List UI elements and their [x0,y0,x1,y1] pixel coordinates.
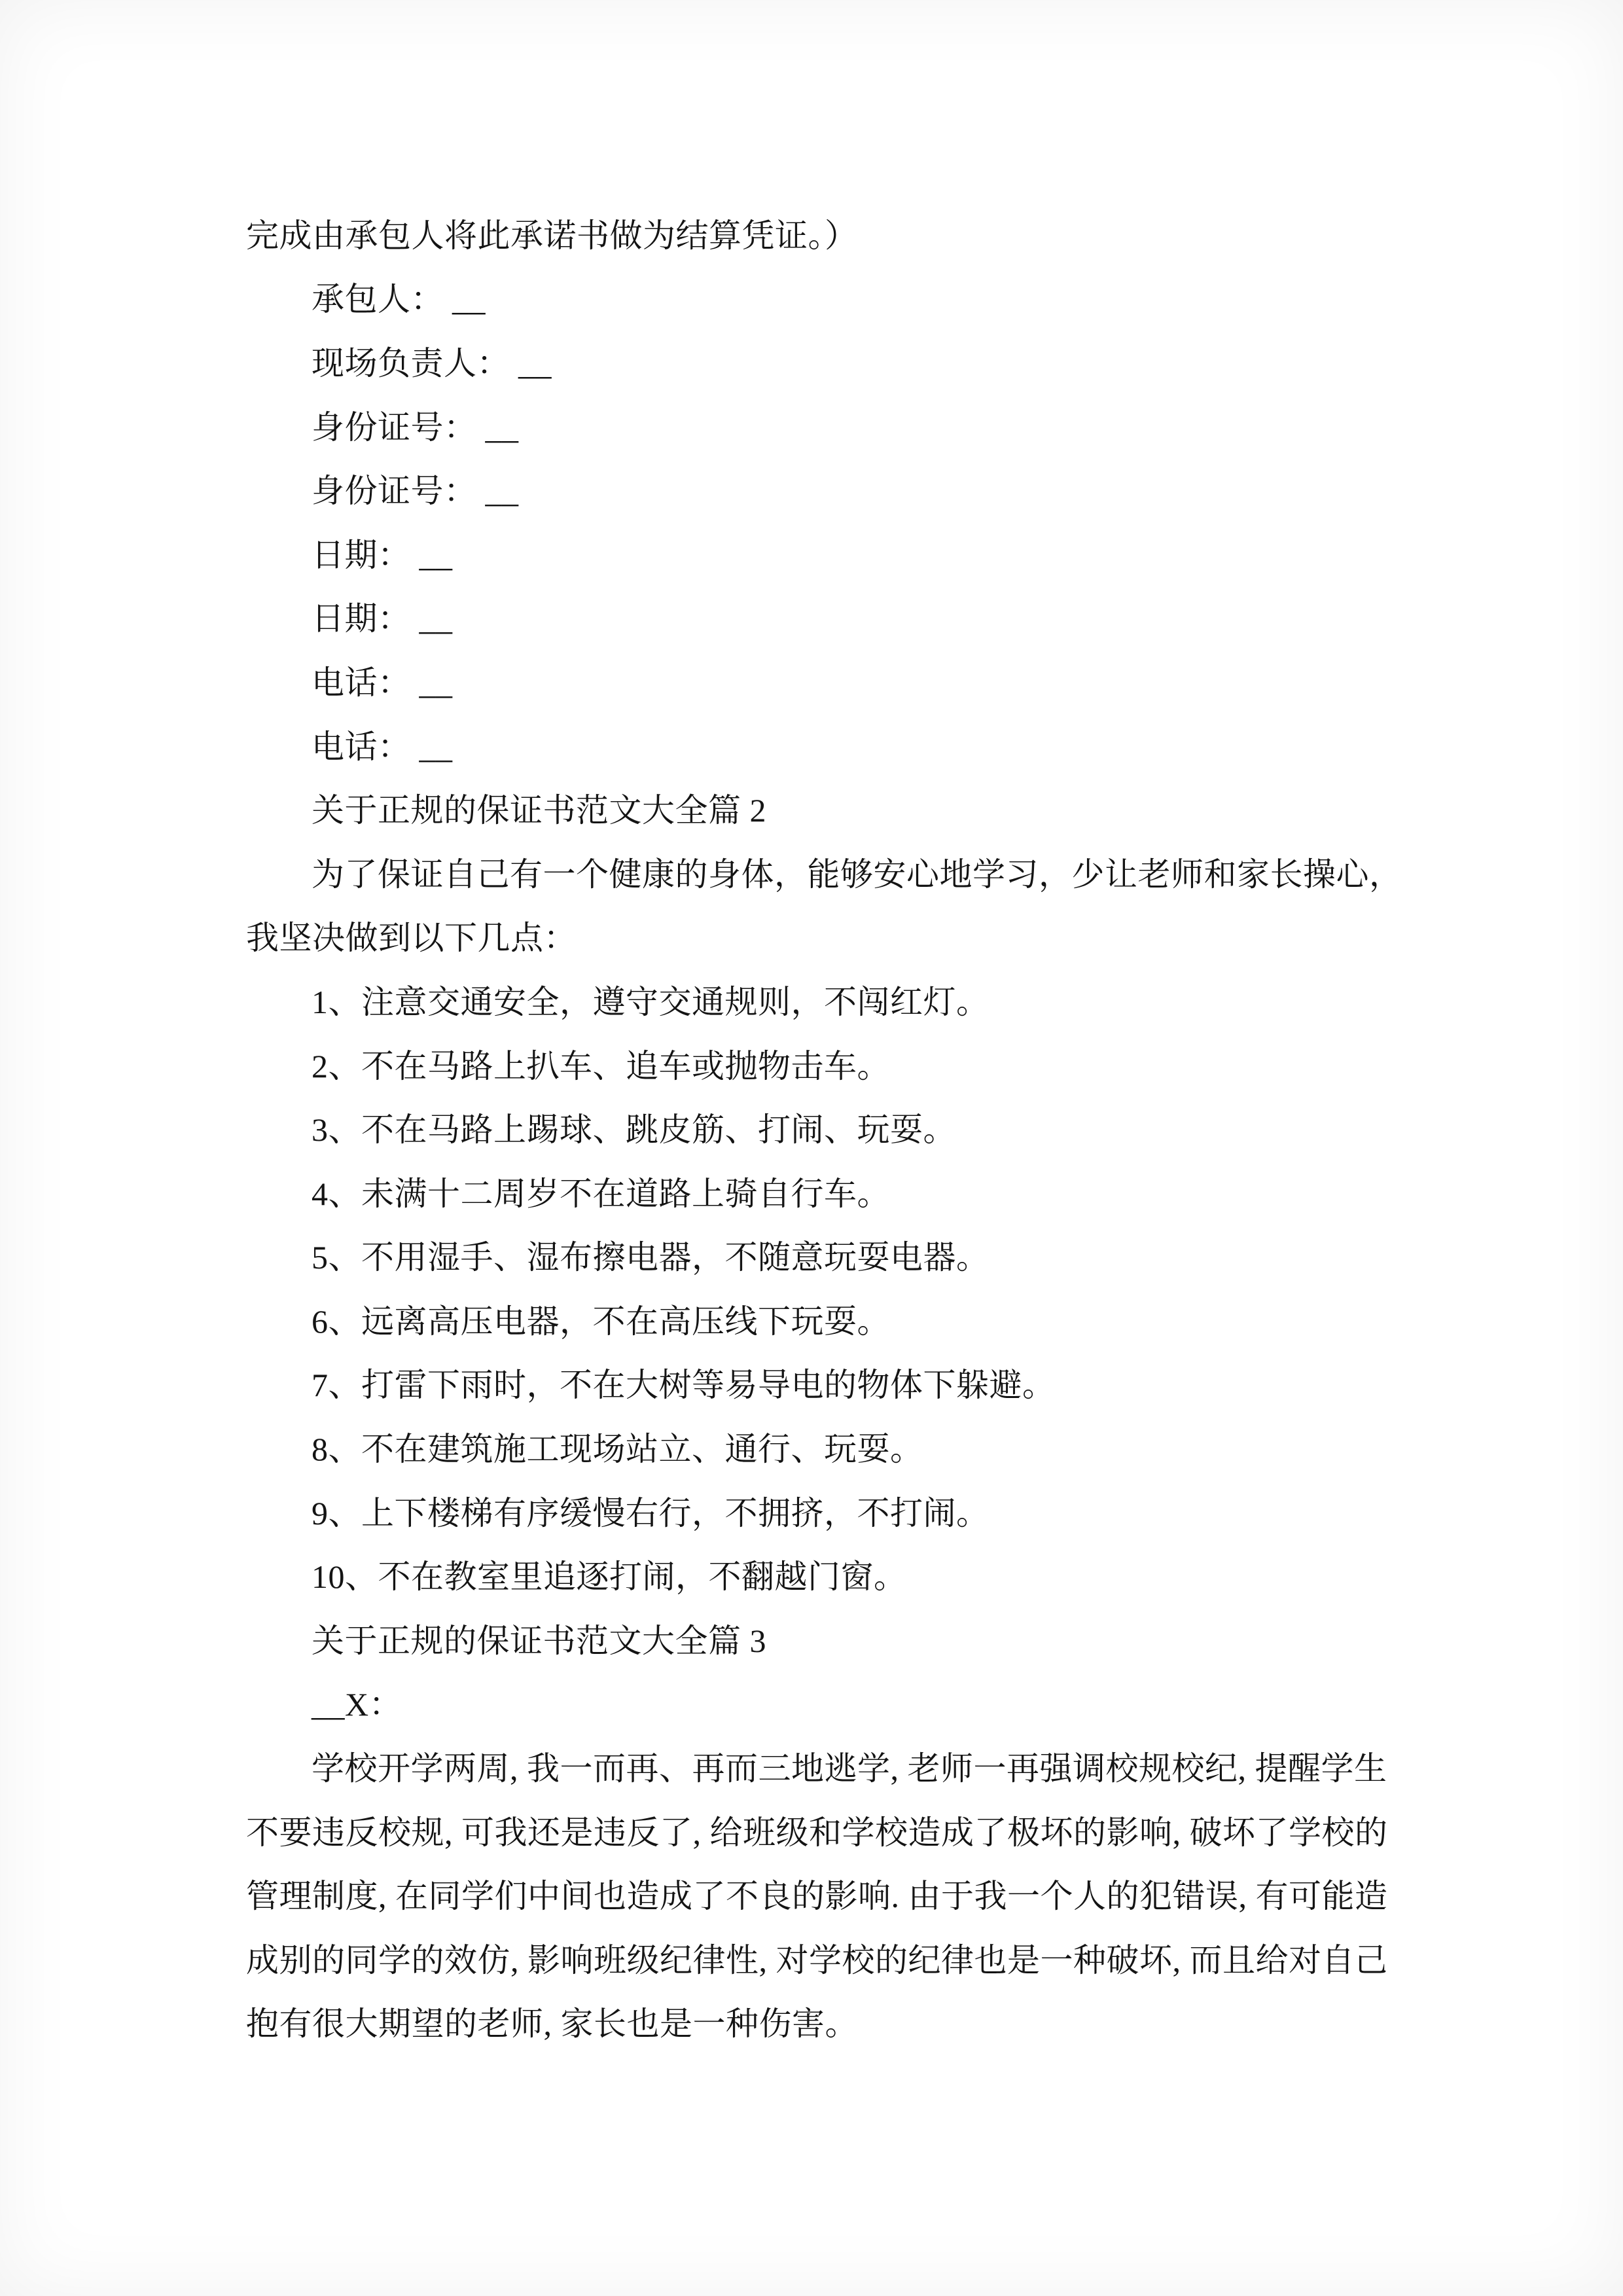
text-line: 电话： __ [312,728,453,765]
text-line: 电话： __ [312,664,453,701]
text-line: 抱有很大期望的老师, 家长也是一种伤害。 [246,2005,858,2043]
text-line: 学校开学两周, 我一而再、再而三地逃学, 老师一再强调校规校纪, 提醒学生 [312,1750,1387,1787]
text-line: 9、上下楼梯有序缓慢右行，不拥挤，不打闹。 [312,1494,990,1532]
text-line: 不要违反校规, 可我还是违反了, 给班级和学校造成了极坏的影响, 破坏了学校的 [246,1814,1388,1851]
text-line: 我坚决做到以下几点： [246,920,577,957]
text-line: 3、不在马路上踢球、跳皮筋、打闹、玩耍。 [312,1111,956,1149]
text-line: 承包人： __ [312,281,486,318]
text-line: 关于正规的保证书范文大全篇 3 [312,1622,766,1659]
text-line: 日期： __ [312,536,453,573]
text-line: 身份证号： __ [312,408,519,446]
text-line: 身份证号： __ [312,473,519,510]
text-line: 日期： __ [312,600,453,637]
text-line: 5、不用湿手、湿布擦电器，不随意玩耍电器。 [312,1239,990,1276]
text-line: 2、不在马路上扒车、追车或抛物击车。 [312,1047,890,1085]
document-body [246,201,1402,2053]
text-line: 1、注意交通安全，遵守交通规则，不闯红灯。 [312,983,990,1020]
text-line: 7、打雷下雨时，不在大树等易导电的物体下躲避。 [312,1367,1056,1404]
text-line: 现场负责人： __ [312,344,552,382]
text-line: 成别的同学的效仿, 影响班级纪律性, 对学校的纪律也是一种破坏, 而且给对自己 [246,1941,1388,1979]
text-line: __X： [312,1686,402,1723]
text-line: 8、不在建筑施工现场站立、通行、玩耍。 [312,1431,923,1468]
text-line: 关于正规的保证书范文大全篇 2 [312,792,766,829]
text-line: 为了保证自己有一个健康的身体，能够安心地学习，少让老师和家长操心， [312,855,1402,893]
text-line: 10、不在教室里追逐打闹，不翻越门窗。 [312,1558,907,1596]
text-line: 完成由承包人将此承诺书做为结算凭证。） [246,217,858,254]
text-line: 6、远离高压电器，不在高压线下玩耍。 [312,1302,890,1340]
text-line: 管理制度, 在同学们中间也造成了不良的影响. 由于我一个人的犯错误, 有可能造 [246,1878,1388,1915]
text-line: 4、未满十二周岁不在道路上骑自行车。 [312,1175,890,1212]
